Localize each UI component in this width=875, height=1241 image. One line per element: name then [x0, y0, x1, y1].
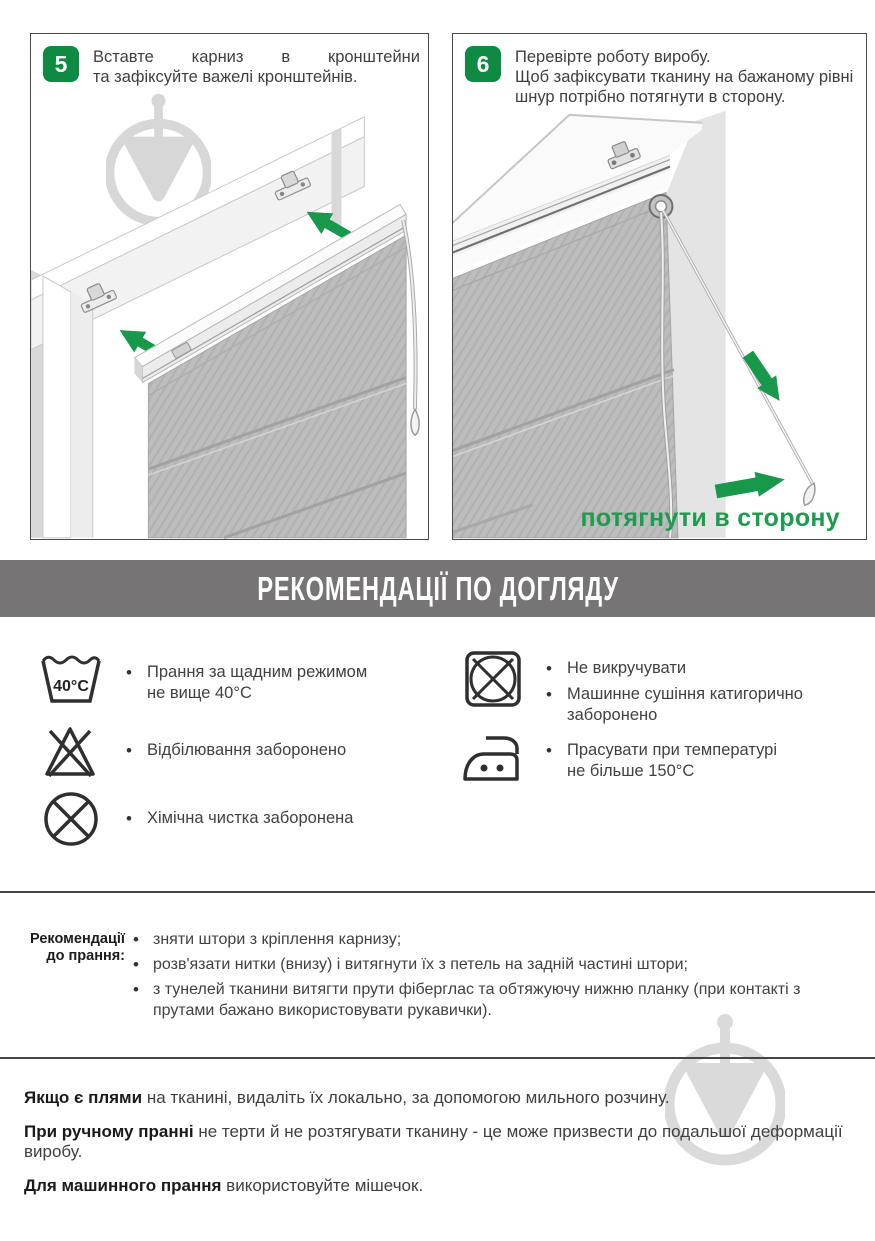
care-item-no-wring: • Не викручувати • Машинне сушіння катигорично заборонено	[546, 659, 803, 724]
bullet-dot: •	[133, 955, 139, 974]
wash-tub-40-icon	[40, 652, 102, 706]
no-bleach-icon	[42, 724, 98, 780]
care-banner	[0, 560, 875, 617]
care-banner-title: РЕКОМЕНДАЦІЇ ПО ДОГЛЯДУ	[256, 569, 619, 607]
no-dry-clean-icon	[42, 790, 100, 848]
bullet-dot: •	[133, 930, 139, 949]
no-wring-icon	[464, 650, 522, 708]
step-6-illustration	[453, 34, 866, 539]
bullet-dot: •	[133, 980, 139, 999]
bullet-dot: •	[546, 685, 552, 704]
bullet-dot: •	[126, 741, 132, 760]
bullet-dot: •	[546, 741, 552, 760]
pull-aside-callout: потягнути в сторону	[580, 504, 840, 532]
step-6-line-2: Щоб зафіксувати тканину на бажаному рівні	[515, 68, 854, 86]
care-notes	[24, 1088, 852, 1210]
step-5-line-2: та зафіксуйте важелі кронштейнів.	[93, 68, 358, 86]
note-stains: Якщо є плями на тканині, видаліть їх локально, за допомогою мильного розчину.	[24, 1088, 670, 1107]
step-5-line-1: Вставте карниз в кронштейни	[93, 48, 420, 66]
washing-bullets	[133, 929, 860, 1025]
svg-text:40°С: 40°С	[53, 678, 89, 695]
care-item-wash: • Прання за щадним режимом не вище 40°С	[126, 663, 368, 702]
step-panel-5	[30, 33, 429, 540]
step-5-illustration	[31, 34, 428, 539]
care-item-bleach: • Відбілювання заборонено	[126, 741, 347, 760]
bullet-dot: •	[126, 809, 132, 828]
iron-150-icon	[462, 734, 522, 784]
divider-line	[0, 891, 875, 893]
step-panel-6	[452, 33, 867, 540]
bullet-dot: •	[546, 659, 552, 678]
washing-bullet: • зняти штори з кріплення карнизу;	[133, 930, 402, 949]
washing-bullet: • з тунелей тканини витягти прути фіберглас та обтяжуючу нижню планку (при контакті з прутами бажано використовувати рукавички).	[133, 980, 801, 1019]
step-6-line-1: Перевірте роботу виробу.	[515, 48, 711, 66]
bullet-dot: •	[126, 663, 132, 682]
note-hand-wash: При ручному пранні не терти й не розтягувати тканину - це може призвести до подальшої деформації виробу.	[24, 1122, 843, 1161]
cord-tassel-icon	[411, 409, 419, 435]
care-item-iron: • Прасувати при температурі не більше 150°С	[546, 741, 778, 780]
green-arrow-icon	[738, 348, 789, 408]
step-6-badge: 6	[465, 46, 501, 82]
step-6-line-3: шнур потрібно потягнути в сторону.	[515, 88, 786, 106]
divider-line	[0, 1057, 875, 1059]
step-5-header	[43, 46, 420, 87]
step-6-header	[465, 46, 858, 107]
step-5-badge: 5	[43, 46, 79, 82]
washing-bullet: • розв'язати нитки (внизу) і витягнути їх з петель на задній частині штори;	[133, 955, 688, 974]
washing-label: Рекомендації до прання:	[30, 931, 125, 964]
care-item-dry-clean: • Хімічна чистка заборонена	[126, 809, 354, 828]
note-machine-wash: Для машинного прання використовуйте мішечок.	[24, 1176, 424, 1195]
